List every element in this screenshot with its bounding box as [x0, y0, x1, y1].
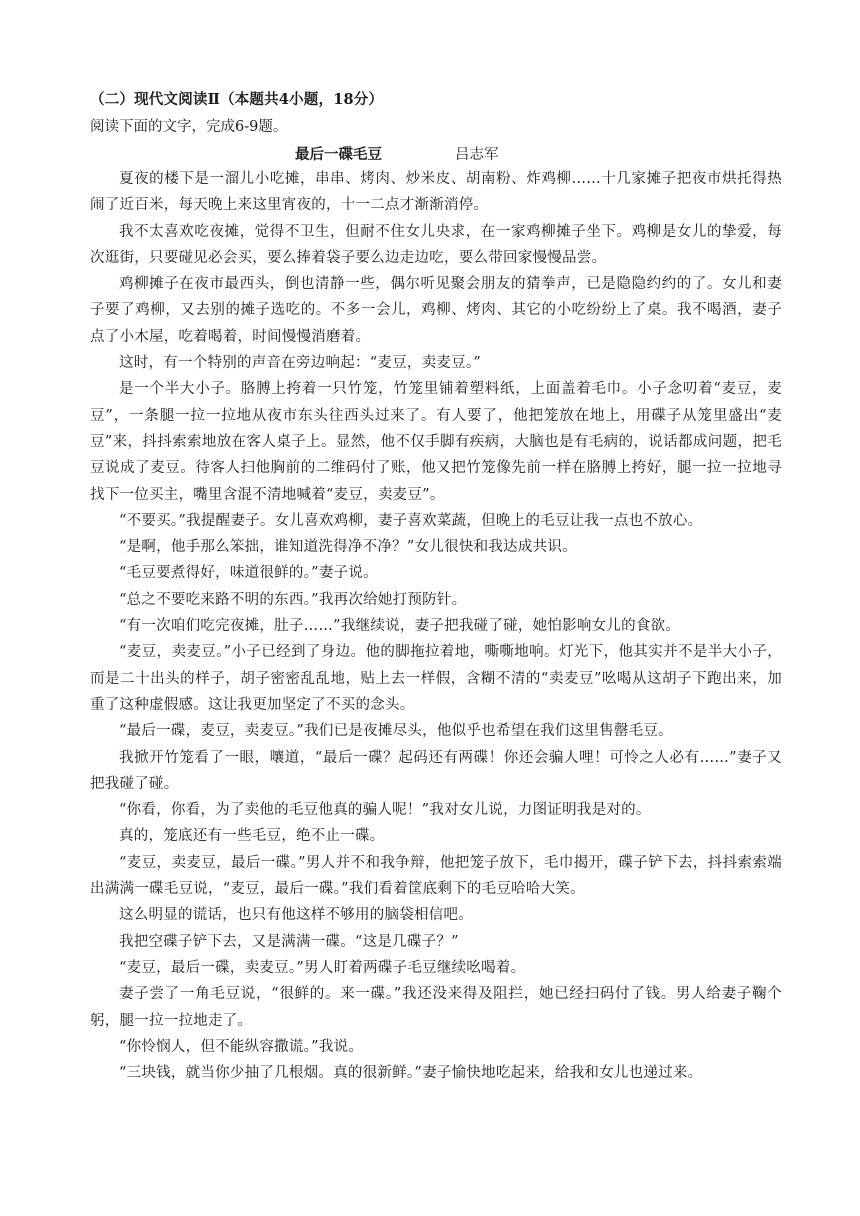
article-body	[90, 166, 782, 1086]
paragraph: 夏夜的楼下是一溜儿小吃摊，串串、烤肉、炒米皮、胡南粉、炸鸡柳……十几家摊子把夜市烘托得热闹了近百米，每天晚上来这里宵夜的，十一二点才渐渐消停。	[90, 171, 782, 214]
paragraph: “毛豆要煮得好，味道很鲜的。”妻子说。	[119, 565, 378, 582]
article-title: 最后一碟毛豆	[295, 146, 382, 163]
article-header	[0, 143, 860, 163]
paragraph: “三块钱，就当你少抽了几根烟。真的很新鲜。”妻子愉快地吃起来，给我和女儿也递过来。	[119, 1065, 703, 1082]
paragraph: 鸡柳摊子在夜市最西头，倒也清静一些，偶尔听见聚会朋友的猜拳声，已是隐隐约约的了。女儿和妻子要了鸡柳，又去别的摊子选吃的。不多一会儿，鸡柳、烤肉、其它的小吃纷纷上了桌。我不喝酒，妻子点了小木屋，吃着喝着，时间慢慢消磨着。	[90, 276, 782, 345]
paragraph: 我把空碟子铲下去，又是满满一碟。“这是几碟子？”	[119, 933, 459, 950]
paragraph: 妻子尝了一角毛豆说，“很鲜的。来一碟。”我还没来得及阻拦，她已经扫码付了钱。男人给妻子鞠个躬，腿一拉一拉地走了。	[90, 986, 782, 1029]
paragraph: “麦豆，卖麦豆。”小子已经到了身边。他的脚拖拉着地，嘶嘶地响。灯光下，他其实并不是半大小子，而是二十出头的样子，胡子密密乱乱地，贴上去一样假，含糊不清的“卖麦豆”吆喝从这胡子下跑出来，加重了这种虚假感。这让我更加坚定了不买的念头。	[90, 644, 782, 713]
paragraph: “你看，你看，为了卖他的毛豆他真的骗人呢！”我对女儿说，力图证明我是对的。	[119, 802, 651, 819]
paragraph: “麦豆，卖麦豆，最后一碟。”男人并不和我争辩，他把笼子放下，毛巾揭开，碟子铲下去，抖抖索索端出满满一碟毛豆说，“麦豆，最后一碟。”我们看着筐底剩下的毛豆哈哈大笑。	[90, 854, 782, 898]
section-title: （二）现代文阅读Ⅱ（本题共4小题，18分）	[90, 91, 384, 108]
paragraph: “麦豆，最后一碟，卖麦豆。”男人盯着两碟子毛豆继续吆喝着。	[119, 959, 526, 976]
paragraph: “是啊，他手那么笨拙，谁知道洗得净不净？”女儿很快和我达成共识。	[119, 539, 577, 556]
paragraph: 真的，笼底还有一些毛豆，绝不止一碟。	[119, 828, 385, 845]
paragraph: 这么明显的谎话，也只有他这样不够用的脑袋相信吧。	[119, 907, 473, 924]
paragraph: “不要买。”我提醒妻子。女儿喜欢鸡柳，妻子喜欢菜蔬，但晚上的毛豆让我一点也不放心。	[119, 512, 703, 529]
paragraph: “有一次咱们吃完夜摊，肚子……”我继续说，妻子把我碰了碰，她怕影响女儿的食欲。	[119, 618, 681, 635]
paragraph: 是一个半大小子。胳膊上挎着一只竹笼，竹笼里铺着塑料纸，上面盖着毛巾。小子念叨着“麦豆，麦豆”，一条腿一拉一拉地从夜市东头往西头过来了。有人要了，他把笼放在地上，用碟子从笼里盛出“麦豆”来，抖抖索索地放在客人桌子上。显然，他不仅手脚有疾病，大脑也是有毛病的，说话都成问题，把毛豆说成了麦豆。待客人扫他胸前的二维码付了账，他又把竹笼像先前一样在胳膊上挎好，腿一拉一拉地寻找下一位买主，嘴里含混不清地喊着“麦豆，卖麦豆”。	[90, 381, 782, 503]
reading-instruction: 阅读下面的文字，完成6-9题。	[90, 119, 288, 135]
paragraph: 我不太喜欢吃夜摊，觉得不卫生，但耐不住女儿央求，在一家鸡柳摊子坐下。鸡柳是女儿的挚爱，每次逛街，只要碰见必会买，要么捧着袋子要么边走边吃，要么带回家慢慢品尝。	[90, 223, 782, 266]
paragraph: “你怜悯人，但不能纵容撒谎。”我说。	[119, 1038, 364, 1055]
paragraph: 这时，有一个特别的声音在旁边响起：“麦豆，卖麦豆。”	[119, 355, 482, 372]
paragraph: “最后一碟，麦豆，卖麦豆。”我们已是夜摊尽头，他似乎也希望在我们这里售罄毛豆。	[119, 723, 673, 740]
paragraph: “总之不要吃来路不明的东西。”我再次给她打预防针。	[119, 591, 467, 608]
article-author: 吕志军	[455, 147, 499, 163]
paragraph: 我掀开竹笼看了一眼，嚷道，“最后一碟？起码还有两碟！你还会骗人哩！可怜之人必有……”妻子又把我碰了碰。	[90, 749, 782, 792]
